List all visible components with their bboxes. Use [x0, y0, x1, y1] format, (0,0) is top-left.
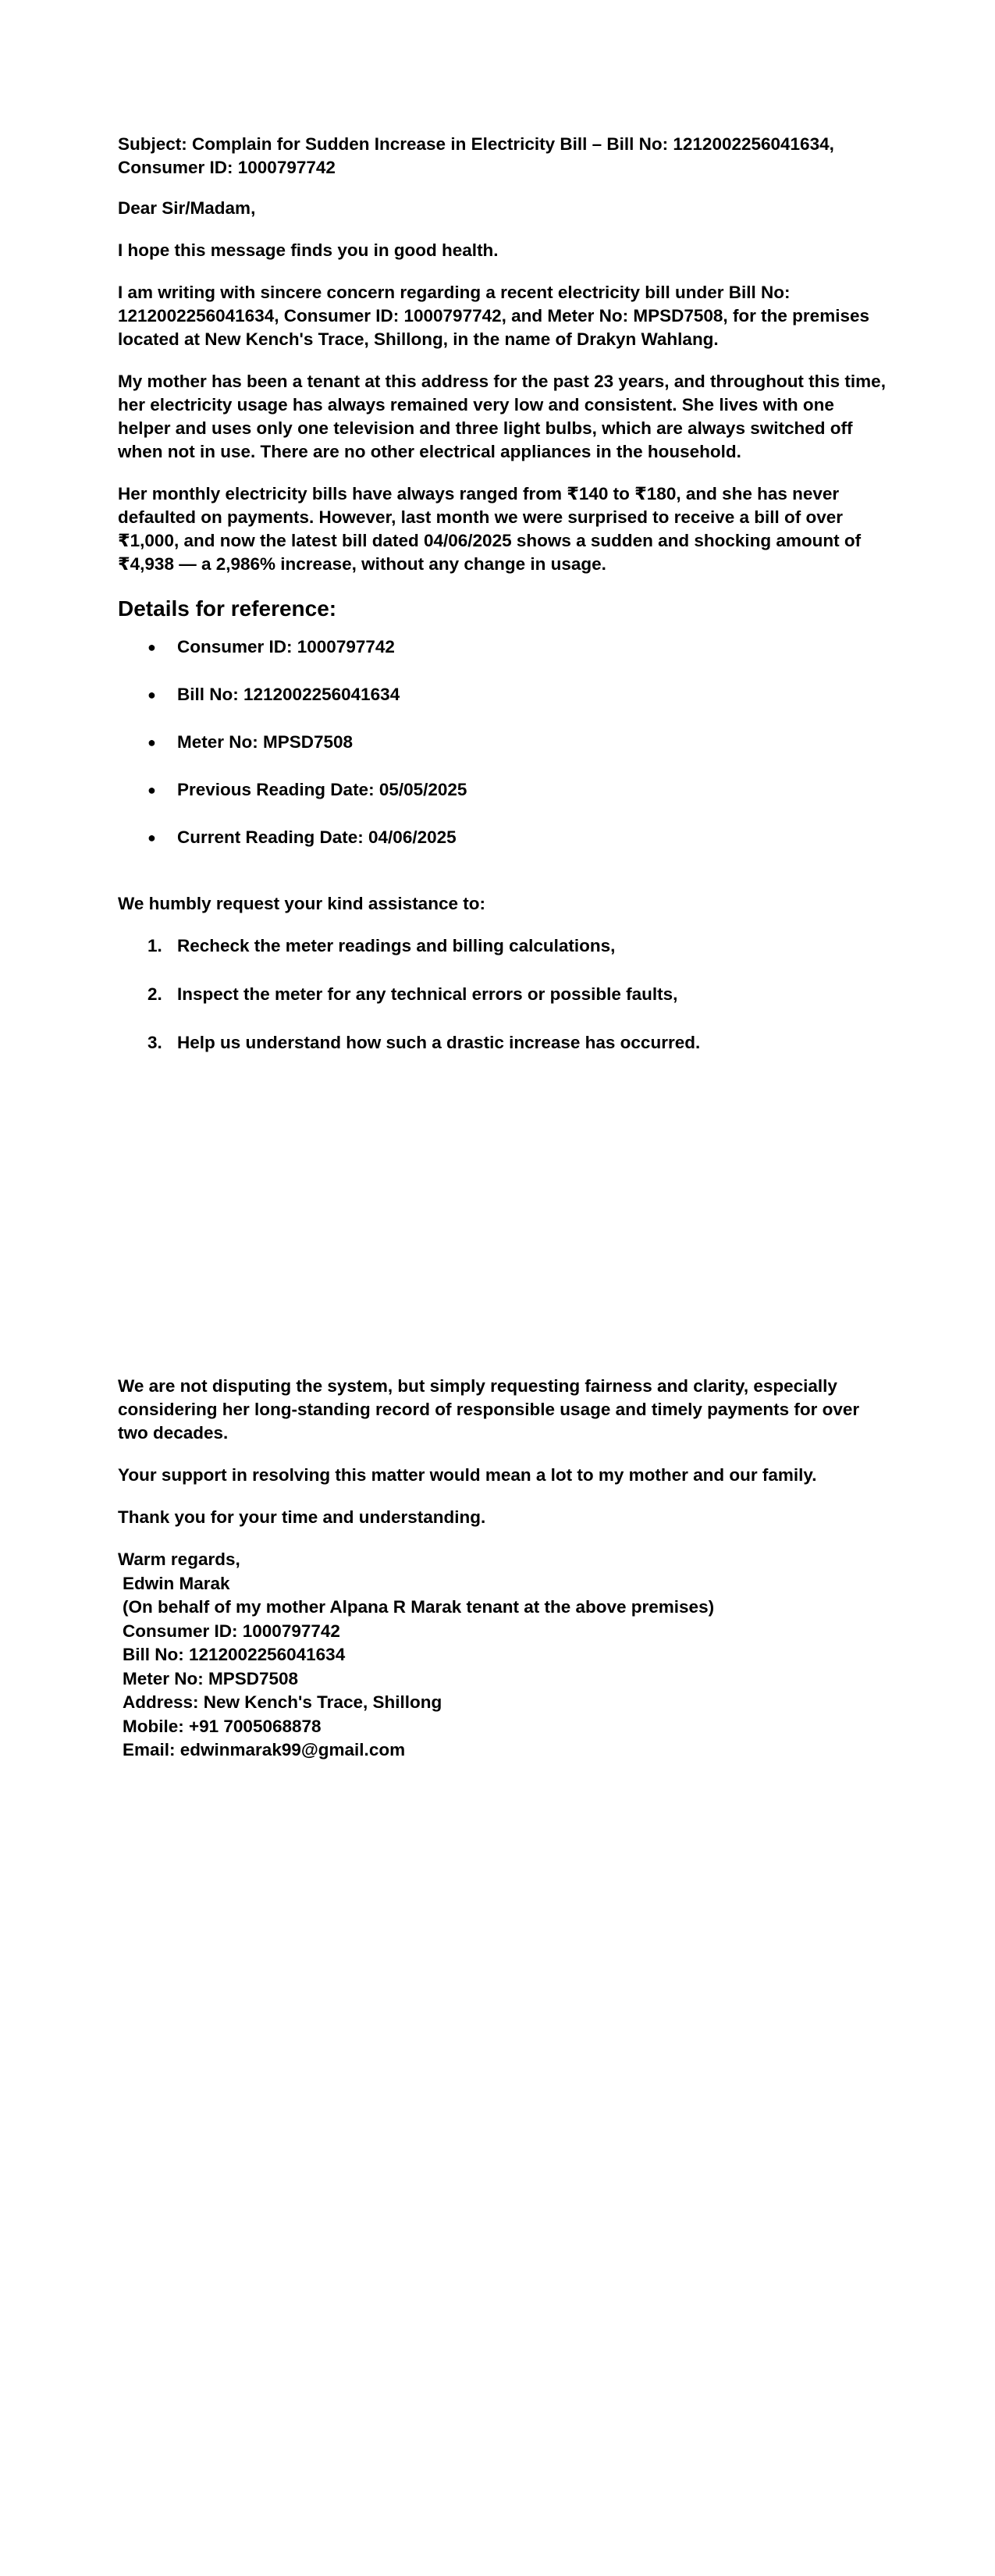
request-list: [118, 934, 890, 1080]
detail-meter-no: Meter No: MPSD7508: [177, 732, 354, 752]
paragraph-bill-increase: Her monthly electricity bills have always ranged from ₹140 to ₹180, and she has never defaulted on payments. However, last month we were surprised to receive a bill of over ₹1,000, and now the latest bill dated 04/06/2025 shows a sudden and shocking amount of ₹4,938 — a 2,986% increase, without any change in usage.: [118, 484, 862, 574]
list-item: [118, 635, 890, 683]
paragraph-fairness: We are not disputing the system, but simply requesting fairness and clarity, especially considering her long-standing record of responsible usage and timely payments for over two decades.: [118, 1376, 860, 1443]
request-inspect: Inspect the meter for any technical errors or possible faults,: [177, 984, 678, 1004]
closing-line: Warm regards,: [118, 1550, 240, 1569]
signer-name: Edwin Marak: [123, 1573, 230, 1593]
list-number: 3.: [147, 1033, 162, 1052]
request-intro: We humbly request your kind assistance to:: [118, 894, 485, 913]
paragraph-tenant-history: My mother has been a tenant at this address for the past 23 years, and throughout this time, her electricity usage has always remained very low and consistent. She lives with one helper and uses only one television and three light bulbs, which are always switched off when not in use. There are no other electrical appliances in the household.: [118, 372, 886, 461]
list-item: [118, 983, 890, 1031]
signer-meter-no: Meter No: MPSD7508: [123, 1668, 299, 1688]
request-recheck: Recheck the meter readings and billing calculations,: [177, 936, 616, 955]
signature-block: [118, 1548, 890, 1763]
paragraph-support: Your support in resolving this matter would mean a lot to my mother and our family.: [118, 1465, 817, 1485]
signer-bill-no: Bill No: 1212002256041634: [123, 1645, 346, 1664]
list-number: 2.: [147, 984, 162, 1004]
list-item: [118, 731, 890, 778]
list-item: [118, 778, 890, 826]
bullet-icon: ●: [147, 830, 156, 845]
list-item: [118, 826, 890, 873]
list-item: [118, 1031, 890, 1080]
subject-line: Subject: Complain for Sudden Increase in Electricity Bill – Bill No: 1212002256041634, Consumer ID: 1000797742: [118, 134, 834, 177]
signer-consumer-id: Consumer ID: 1000797742: [123, 1621, 340, 1641]
paragraph-thanks: Thank you for your time and understanding.: [118, 1507, 486, 1527]
details-heading: Details for reference:: [118, 596, 337, 621]
list-item: [118, 934, 890, 983]
signer-behalf-note: (On behalf of my mother Alpana R Marak tenant at the above premises): [123, 1597, 715, 1617]
list-item: [118, 683, 890, 731]
request-explain: Help us understand how such a drastic increase has occurred.: [177, 1033, 701, 1052]
salutation: Dear Sir/Madam,: [118, 198, 256, 218]
bullet-icon: ●: [147, 782, 156, 798]
paragraph-bill-concern: I am writing with sincere concern regarding a recent electricity bill under Bill No: 1212002256041634, Consumer ID: 1000797742, and Meter No: MPSD7508, for the premises located at New Kench's Trace, Shillong, in the name of Drakyn Wahlang.: [118, 283, 869, 349]
letter-body: [118, 133, 890, 1763]
signer-address: Address: New Kench's Trace, Shillong: [123, 1692, 442, 1712]
list-number: 1.: [147, 936, 162, 955]
greeting-line: I hope this message finds you in good health.: [118, 240, 499, 260]
blank-space: [118, 1080, 890, 1375]
signer-mobile: Mobile: +91 7005068878: [123, 1716, 322, 1736]
bullet-icon: ●: [147, 639, 156, 655]
detail-consumer-id: Consumer ID: 1000797742: [177, 637, 395, 656]
detail-current-reading-date: Current Reading Date: 04/06/2025: [177, 827, 457, 847]
bullet-icon: ●: [147, 687, 156, 703]
detail-bill-no: Bill No: 1212002256041634: [177, 685, 400, 704]
bullet-icon: ●: [147, 735, 156, 750]
detail-previous-reading-date: Previous Reading Date: 05/05/2025: [177, 780, 467, 799]
signer-email: Email: edwinmarak99@gmail.com: [123, 1740, 406, 1759]
details-list: [118, 635, 890, 873]
